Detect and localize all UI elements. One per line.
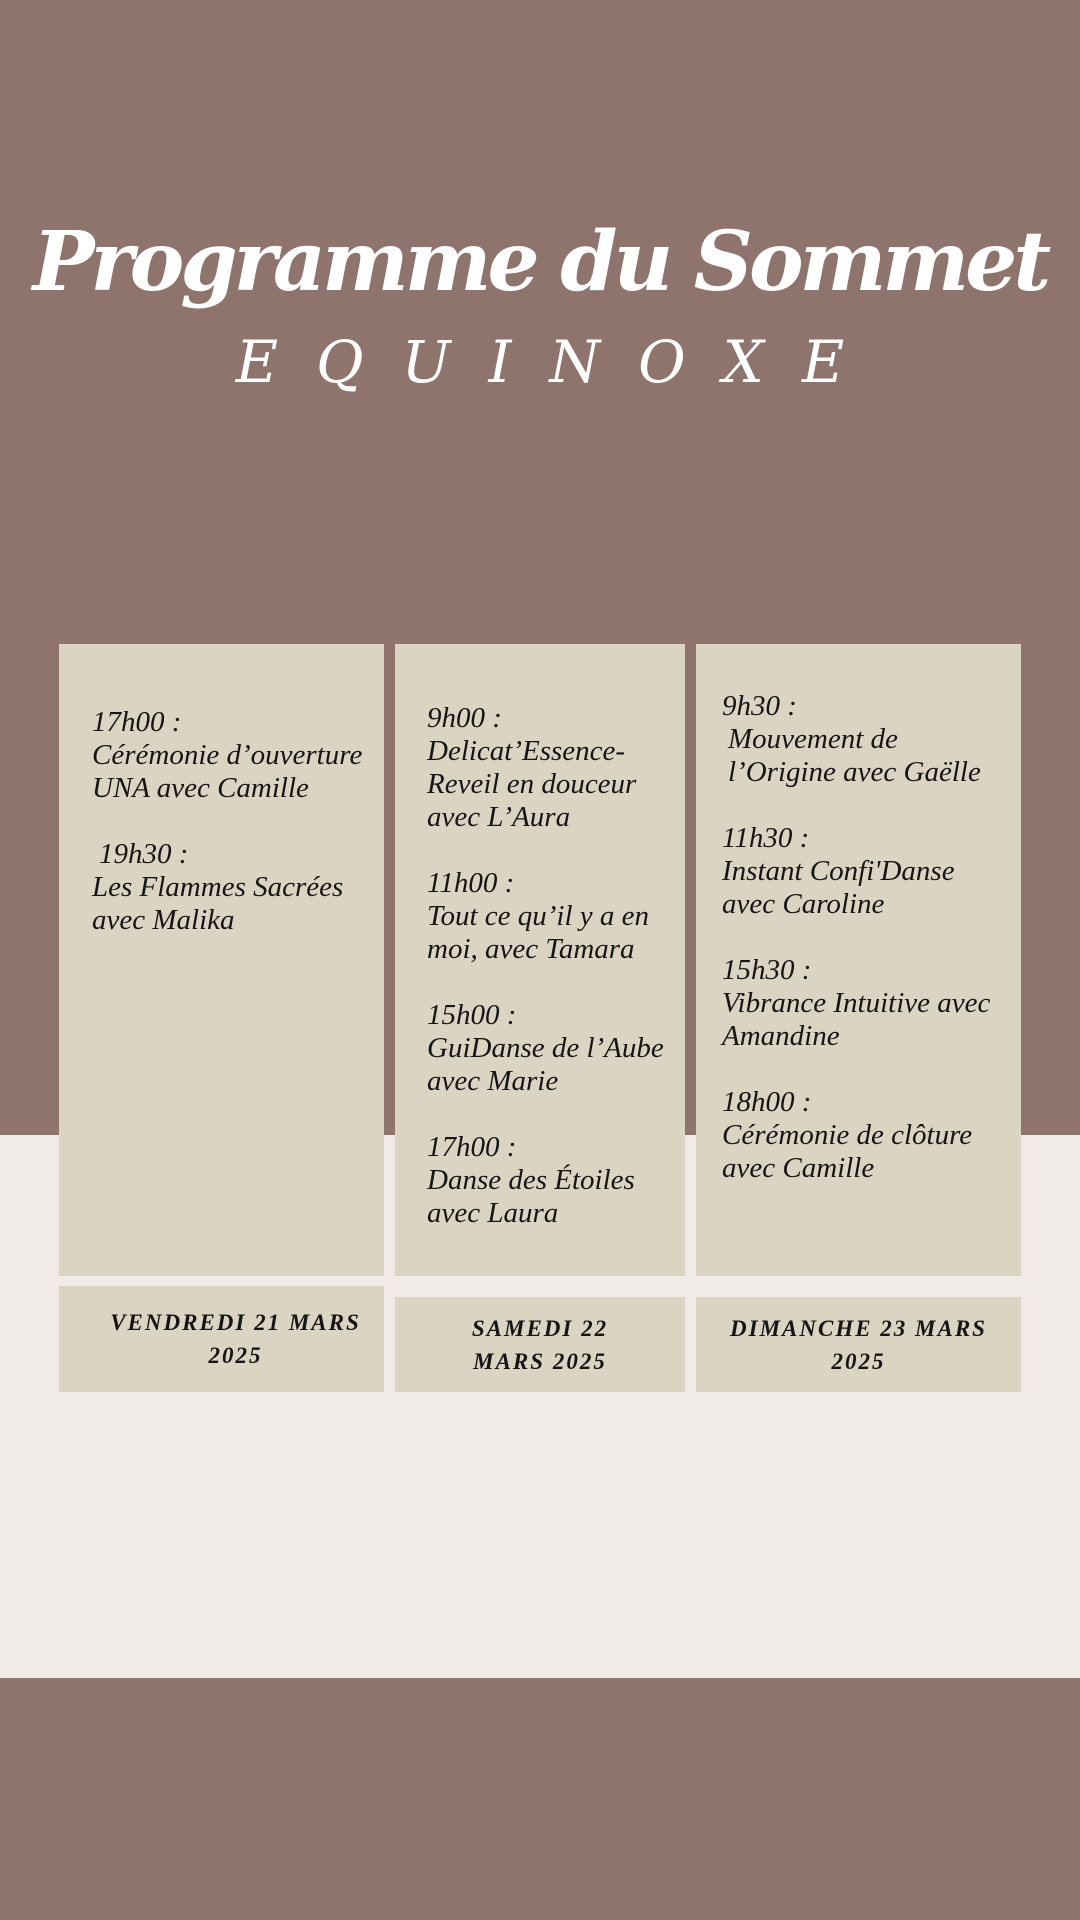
session-entry bbox=[427, 867, 675, 966]
session-time: 9h30 : bbox=[722, 690, 797, 722]
session-time: 15h30 : bbox=[722, 954, 812, 986]
date-line: VENDREDI 21 MARS bbox=[110, 1310, 361, 1335]
session-label: Vibrance Intuitive avec Amandine bbox=[722, 987, 991, 1052]
session-label: Danse des Étoiles avec Laura bbox=[427, 1164, 635, 1229]
session-label: Tout ce qu’il y a en moi, avec Tamara bbox=[427, 900, 650, 965]
session-entry bbox=[427, 702, 675, 834]
day-card-friday bbox=[59, 644, 384, 1276]
date-card-friday bbox=[59, 1286, 384, 1392]
date-line: 2025 bbox=[208, 1343, 263, 1368]
session-time: 18h00 : bbox=[722, 1086, 812, 1118]
date-card-sunday bbox=[696, 1297, 1021, 1392]
page-title: Programme du Sommet bbox=[32, 214, 1048, 310]
session-time: 19h30 : bbox=[99, 838, 189, 870]
session-label: GuiDanse de l’Aube avec Marie bbox=[427, 1032, 664, 1097]
session-time: 17h00 : bbox=[92, 706, 182, 738]
session-label: Les Flammes Sacrées avec Malika bbox=[92, 871, 344, 936]
session-entry bbox=[722, 1086, 1007, 1185]
session-entry bbox=[722, 822, 1007, 921]
session-entry bbox=[427, 1131, 675, 1230]
session-label: Delicat’Essence-Reveil en douceur avec L’Aura bbox=[427, 735, 637, 833]
page-subtitle: EQUINOXE bbox=[235, 328, 883, 396]
day-card-saturday bbox=[395, 644, 685, 1276]
date-line: DIMANCHE 23 MARS bbox=[730, 1315, 987, 1341]
date-line: SAMEDI 22 bbox=[471, 1315, 609, 1341]
session-entry bbox=[722, 690, 1007, 789]
session-entry bbox=[427, 999, 675, 1098]
session-time: 9h00 : bbox=[427, 702, 502, 734]
session-time: 15h00 : bbox=[427, 999, 517, 1031]
date-card-saturday bbox=[395, 1297, 685, 1392]
session-entry bbox=[722, 954, 1007, 1053]
session-label: Instant Confi'Danse avec Caroline bbox=[722, 855, 955, 920]
session-time: 11h30 : bbox=[722, 822, 810, 854]
session-time: 17h00 : bbox=[427, 1131, 517, 1163]
date-label-saturday bbox=[472, 1312, 608, 1378]
date-label-sunday bbox=[730, 1312, 987, 1378]
bottom-background-band bbox=[0, 1678, 1080, 1920]
session-label: Cérémonie d’ouverture UNA avec Camille bbox=[92, 739, 363, 804]
session-entry bbox=[92, 838, 364, 937]
date-line: MARS 2025 bbox=[473, 1348, 607, 1374]
date-label-friday bbox=[110, 1306, 361, 1372]
date-line: 2025 bbox=[831, 1348, 886, 1374]
session-entry bbox=[92, 706, 364, 805]
session-time: 11h00 : bbox=[427, 867, 515, 899]
session-label: Cérémonie de clôture avec Camille bbox=[722, 1119, 973, 1184]
session-label: Mouvement de l’Origine avec Gaëlle bbox=[728, 723, 981, 788]
day-card-sunday bbox=[696, 644, 1021, 1276]
